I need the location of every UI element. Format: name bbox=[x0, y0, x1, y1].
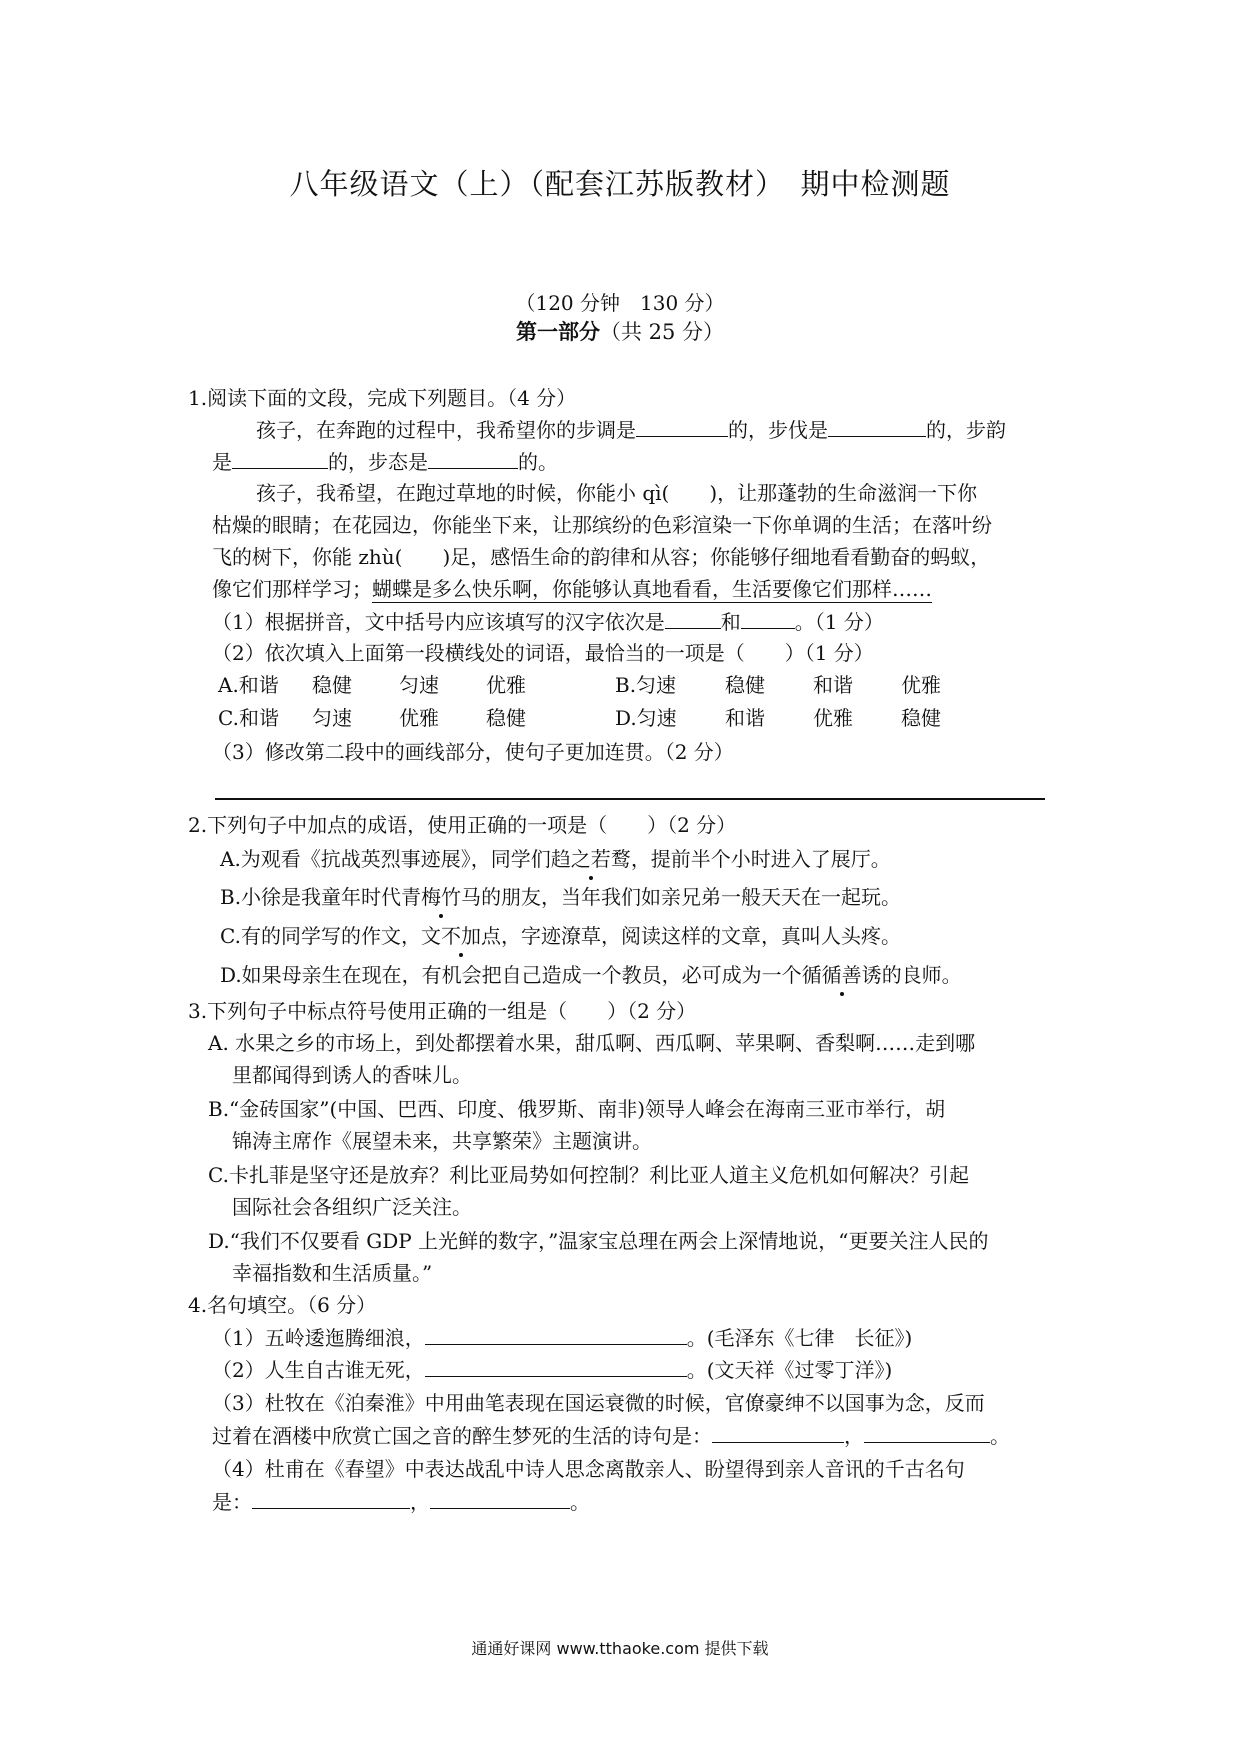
q1-stem: 1.阅读下面的文段，完成下列题目。（4 分） bbox=[188, 386, 577, 410]
dotted-idiom: 趋之若鹜 bbox=[550, 847, 631, 871]
blank[interactable] bbox=[428, 446, 518, 469]
q2-option-c: C.有的同学写的作文，文不加点，字迹潦草，阅读这样的文章，真叫人头疼。 bbox=[220, 924, 901, 948]
q1-p1-line2: 是 的，步态是 的。 bbox=[212, 446, 558, 477]
blank[interactable] bbox=[665, 606, 721, 629]
blank[interactable] bbox=[232, 446, 328, 469]
answer-line[interactable] bbox=[215, 798, 1045, 800]
q1-p2-line2: 枯燥的眼睛；在花园边，你能坐下来，让那缤纷的色彩渲染一下你单调的生活；在落叶纷 bbox=[212, 513, 992, 537]
q4-sub4-line1: （4）杜甫在《春望》中表达战乱中诗人思念离散亲人、盼望得到亲人音讯的千古名句 bbox=[212, 1457, 965, 1481]
blank[interactable] bbox=[430, 1486, 570, 1509]
q2-stem: 2.下列句子中加点的成语，使用正确的一项是（ ）（2 分） bbox=[188, 813, 737, 837]
q3-option-d-line1: D.“我们不仅要看 GDP 上光鲜的数字，”温家宝总理在两会上深情地说，“更要关注人民的 bbox=[208, 1229, 989, 1253]
part-one-heading bbox=[0, 316, 1240, 346]
q1-p2-line3: 飞的树下，你能 zhù( )足，感悟生命的韵律和从容；你能够仔细地看看勤奋的蚂蚁， bbox=[212, 545, 991, 569]
underlined-sentence: 蝴蝶是多么快乐啊，你能够认真地看看，生活要像它们那样…… bbox=[372, 577, 932, 601]
q3-option-c-line1: C.卡扎菲是坚守还是放弃？利比亚局势如何控制？利比亚人道主义危机如何解决？引起 bbox=[208, 1163, 969, 1187]
q3-option-a-line1: A. 水果之乡的市场上，到处都摆着水果，甜瓜啊、西瓜啊、苹果啊、香梨啊……走到哪 bbox=[208, 1031, 976, 1055]
q1-p1-line1: 孩子，在奔跑的过程中，我希望你的步调是 的，步伐是 的，步韵 bbox=[256, 414, 1006, 445]
exam-page: 八年级语文（上）（配套江苏版教材） 期中检测题 （120 分钟 130 分） 第一部分（共 25 分） 1.阅读下面的文段，完成下列题目。（4 分） 孩子，在奔跑的过程中，我希望你的步调是 的，步伐是 的，步韵 是 的，步态是 的。 孩子，我希望，在跑过草地的时候，你能小 qì( )，让那蓬勃的生命滋润一下你 枯燥的眼睛；在花园边，你能坐下来，让那缤纷的色彩渲染一下你单调的生活；在落叶纷 飞的树下，你能 zhù( )足，感悟生命的韵律和从容；你能够仔细地看看勤奋的蚂蚁， 像它们那样学习；蝴蝶是多么快乐啊，你能够认真地看看，生活要像它们那样…… （1）根据拼音，文中括号内应该填写的汉字依次是 和 。（1 分） （2）依次填入上面第一段横线处的词语，最恰当的一项是（ ）（1 分） A.和谐 稳健 匀速 优雅 B.匀速 稳健 和谐 优雅 C.和谐 匀速 优雅 稳健 D.匀速 和谐 优雅 稳健 （3）修改第二段中的画线部分，使句子更加连贯。（2 分） 2.下列句子中加点的成语，使用正确的一项是（ ）（2 分） A.为观看《抗战英烈事迹展》，同学们趋之若鹜，提前半个小时进入了展厅。 B.小徐是我童年时代青梅竹马的朋友，当年我们如亲兄弟一般天天在一起玩。 C.有的同学写的作文，文不加点，字迹潦草，阅读这样的文章，真叫人头疼。 D.如果母亲生在现在，有机会把自己造成一个教员，必可成为一个循循善诱的良师。 3.下列句子中标点符号使用正确的一组是（ ）（2 分） A. 水果之乡的市场上，到处都摆着水果，甜瓜啊、西瓜啊、苹果啊、香梨啊……走到哪 里都闻得到诱人的香味儿。 B.“金砖国家”(中国、巴西、印度、俄罗斯、南非)领导人峰会在海南三亚市举行，胡 锦涛主席作《展望未来，共享繁荣》主题演讲。 C.卡扎菲是坚守还是放弃？利比亚局势如何控制？利比亚人道主义危机如何解决？引起 国际社会各组织广泛关注。 D.“我们不仅要看 GDP 上光鲜的数字，”温家宝总理在两会上深情地说，“更要关注人民的 幸福指数和生活质量。” 4.名句填空。（6 分） （1）五岭逶迤腾细浪， 。(毛泽东《七律 长征》) （2）人生自古谁无死， 。(文天祥《过零丁洋》) （3）杜牧在《泊秦淮》中用曲笔表现在国运衰微的时候，官僚豪绅不以国事为念，反而 过着在酒楼中欣赏亡国之音的醉生梦死的生活的诗句是： ， 。 （4）杜甫在《春望》中表达战乱中诗人思念离散亲人、盼望得到亲人音讯的千古名句 是： ， 。 通通好课网 www.tthaoke.com 提供下载 bbox=[0, 0, 1240, 1754]
q2-option-b: B.小徐是我童年时代青梅竹马的朋友，当年我们如亲兄弟一般天天在一起玩。 bbox=[220, 885, 902, 909]
q3-option-a-line2: 里都闻得到诱人的香味儿。 bbox=[232, 1063, 472, 1087]
blank[interactable] bbox=[712, 1420, 844, 1443]
q1-sub2: （2）依次填入上面第一段横线处的词语，最恰当的一项是（ ）（1 分） bbox=[212, 641, 874, 665]
part-one-score: （共 25 分） bbox=[599, 320, 725, 344]
q3-option-c-line2: 国际社会各组织广泛关注。 bbox=[232, 1195, 472, 1219]
q1-sub1: （1）根据拼音，文中括号内应该填写的汉字依次是 和 。（1 分） bbox=[212, 606, 884, 637]
blank[interactable] bbox=[741, 606, 795, 629]
q2-option-d: D.如果母亲生在现在，有机会把自己造成一个教员，必可成为一个循循善诱的良师。 bbox=[220, 963, 962, 987]
q3-option-d-line2: 幸福指数和生活质量。” bbox=[232, 1261, 433, 1285]
footer-source: 通通好课网 www.tthaoke.com 提供下载 bbox=[471, 1639, 769, 1658]
q4-stem: 4.名句填空。（6 分） bbox=[188, 1293, 377, 1317]
dotted-idiom: 循循善诱 bbox=[801, 963, 882, 987]
blank[interactable] bbox=[425, 1322, 687, 1345]
q1-sub3: （3）修改第二段中的画线部分，使句子更加连贯。（2 分） bbox=[212, 740, 734, 764]
dotted-idiom: 青梅竹马 bbox=[401, 885, 482, 909]
dotted-idiom: 文不加点 bbox=[420, 924, 501, 948]
blank[interactable] bbox=[636, 414, 728, 437]
blank[interactable] bbox=[864, 1420, 990, 1443]
q4-sub2: （2）人生自古谁无死， 。(文天祥《过零丁洋》) bbox=[212, 1354, 892, 1385]
blank[interactable] bbox=[252, 1486, 410, 1509]
q3-option-b-line1: B.“金砖国家”(中国、巴西、印度、俄罗斯、南非)领导人峰会在海南三亚市举行，胡 bbox=[208, 1097, 946, 1121]
q1-p2-line4: 像它们那样学习；蝴蝶是多么快乐啊，你能够认真地看看，生活要像它们那样…… bbox=[212, 577, 932, 601]
blank[interactable] bbox=[425, 1354, 687, 1377]
part-one-label: 第一部分 bbox=[515, 320, 600, 344]
blank[interactable] bbox=[828, 414, 926, 437]
time-score-note: （120 分钟 130 分） bbox=[515, 291, 725, 315]
q4-sub4-line2: 是： ， 。 bbox=[212, 1486, 590, 1517]
q4-sub1: （1）五岭逶迤腾细浪， 。(毛泽东《七律 长征》) bbox=[212, 1322, 912, 1353]
q3-option-b-line2: 锦涛主席作《展望未来，共享繁荣》主题演讲。 bbox=[232, 1129, 652, 1153]
q3-stem: 3.下列句子中标点符号使用正确的一组是（ ）（2 分） bbox=[188, 999, 697, 1023]
q4-sub3-line2: 过着在酒楼中欣赏亡国之音的醉生梦死的生活的诗句是： ， 。 bbox=[212, 1420, 1010, 1451]
q2-option-a: A.为观看《抗战英烈事迹展》，同学们趋之若鹜，提前半个小时进入了展厅。 bbox=[220, 847, 891, 871]
q4-sub3-line1: （3）杜牧在《泊秦淮》中用曲笔表现在国运衰微的时候，官僚豪绅不以国事为念，反而 bbox=[212, 1391, 985, 1415]
q1-p2-line1: 孩子，我希望，在跑过草地的时候，你能小 qì( )，让那蓬勃的生命滋润一下你 bbox=[256, 481, 978, 505]
page-title: 八年级语文（上）（配套江苏版教材） 期中检测题 bbox=[289, 167, 951, 201]
